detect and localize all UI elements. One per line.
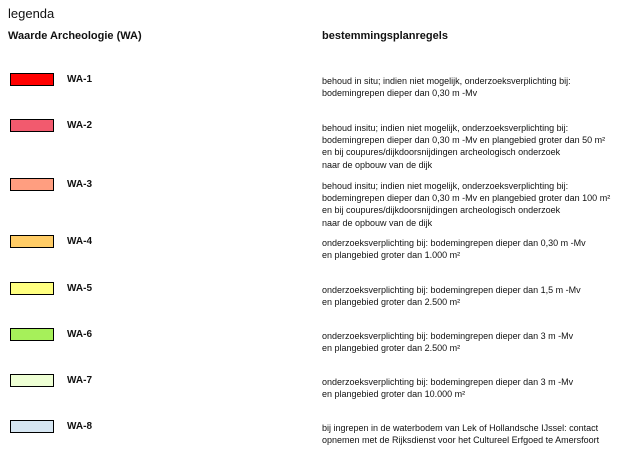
- color-swatch-wa-4: [10, 235, 54, 248]
- legend-code-wa-1: WA-1: [67, 74, 92, 85]
- rule-line: naar de opbouw van de dijk: [322, 159, 433, 170]
- rule-line: onderzoeksverplichting bij: bodemingrepen dieper dan 1,5 m -Mv: [322, 285, 581, 295]
- rule-text-wa-7: [322, 376, 632, 400]
- rule-line: en plangebied groter dan 2.500 m²: [322, 297, 461, 308]
- rule-line: bodemingrepen dieper dan 0,30 m -Mv en plangebied groter dan 50 m²: [322, 135, 606, 146]
- color-swatch-wa-3: [10, 178, 54, 191]
- rule-line: behoud insitu; indien niet mogelijk, onderzoeksverplichting bij:: [322, 181, 569, 191]
- rule-line: en plangebied groter dan 2.500 m²: [322, 343, 461, 354]
- rule-text-wa-5: [322, 284, 632, 308]
- legend-code-wa-8: WA-8: [67, 421, 92, 432]
- rule-text-wa-8: [322, 422, 632, 446]
- rule-text-wa-4: [322, 237, 632, 261]
- rule-text-wa-1: [322, 75, 632, 99]
- legend-code-wa-3: WA-3: [67, 179, 92, 190]
- rule-text-wa-6: [322, 330, 632, 354]
- right-column-heading: bestemmingsplanregels: [322, 30, 448, 42]
- rule-line: en plangebied groter dan 1.000 m²: [322, 250, 461, 261]
- color-swatch-wa-2: [10, 119, 54, 132]
- legend-code-wa-4: WA-4: [67, 236, 92, 247]
- color-swatch-wa-6: [10, 328, 54, 341]
- legend-code-wa-6: WA-6: [67, 329, 92, 340]
- rule-line: bodemingrepen dieper dan 0,30 m -Mv en plangebied groter dan 100 m²: [322, 193, 611, 204]
- rule-line: en plangebied groter dan 10.000 m²: [322, 389, 466, 400]
- legend-code-wa-5: WA-5: [67, 283, 92, 294]
- rule-line: behoud insitu; indien niet mogelijk, onderzoeksverplichting bij:: [322, 123, 569, 133]
- rule-line: behoud in situ; indien niet mogelijk, onderzoeksverplichting bij:: [322, 76, 571, 86]
- rule-line: onderzoeksverplichting bij: bodemingrepen dieper dan 3 m -Mv: [322, 377, 574, 387]
- rule-line: bodemingrepen dieper dan 0,30 m -Mv: [322, 88, 478, 99]
- rule-line: en bij coupures/dijkdoorsnijdingen archeologisch onderzoek: [322, 147, 561, 158]
- legend-title: legenda: [8, 6, 55, 21]
- color-swatch-wa-5: [10, 282, 54, 295]
- rule-line: en bij coupures/dijkdoorsnijdingen archeologisch onderzoek: [322, 205, 561, 216]
- rule-line: naar de opbouw van de dijk: [322, 217, 433, 228]
- color-swatch-wa-7: [10, 374, 54, 387]
- rule-text-wa-3: [322, 180, 632, 229]
- rule-text-wa-2: [322, 122, 632, 171]
- rule-line: onderzoeksverplichting bij: bodemingrepen dieper dan 3 m -Mv: [322, 331, 574, 341]
- rule-line: opnemen met de Rijksdienst voor het Cultureel Erfgoed te Amersfoort: [322, 435, 600, 446]
- color-swatch-wa-1: [10, 73, 54, 86]
- rule-line: onderzoeksverplichting bij: bodemingrepen dieper dan 0,30 m -Mv: [322, 238, 586, 248]
- legend-code-wa-2: WA-2: [67, 120, 92, 131]
- legend-code-wa-7: WA-7: [67, 375, 92, 386]
- left-column-heading: Waarde Archeologie (WA): [8, 30, 142, 42]
- rule-line: bij ingrepen in de waterbodem van Lek of Hollandsche IJssel: contact: [322, 423, 599, 433]
- color-swatch-wa-8: [10, 420, 54, 433]
